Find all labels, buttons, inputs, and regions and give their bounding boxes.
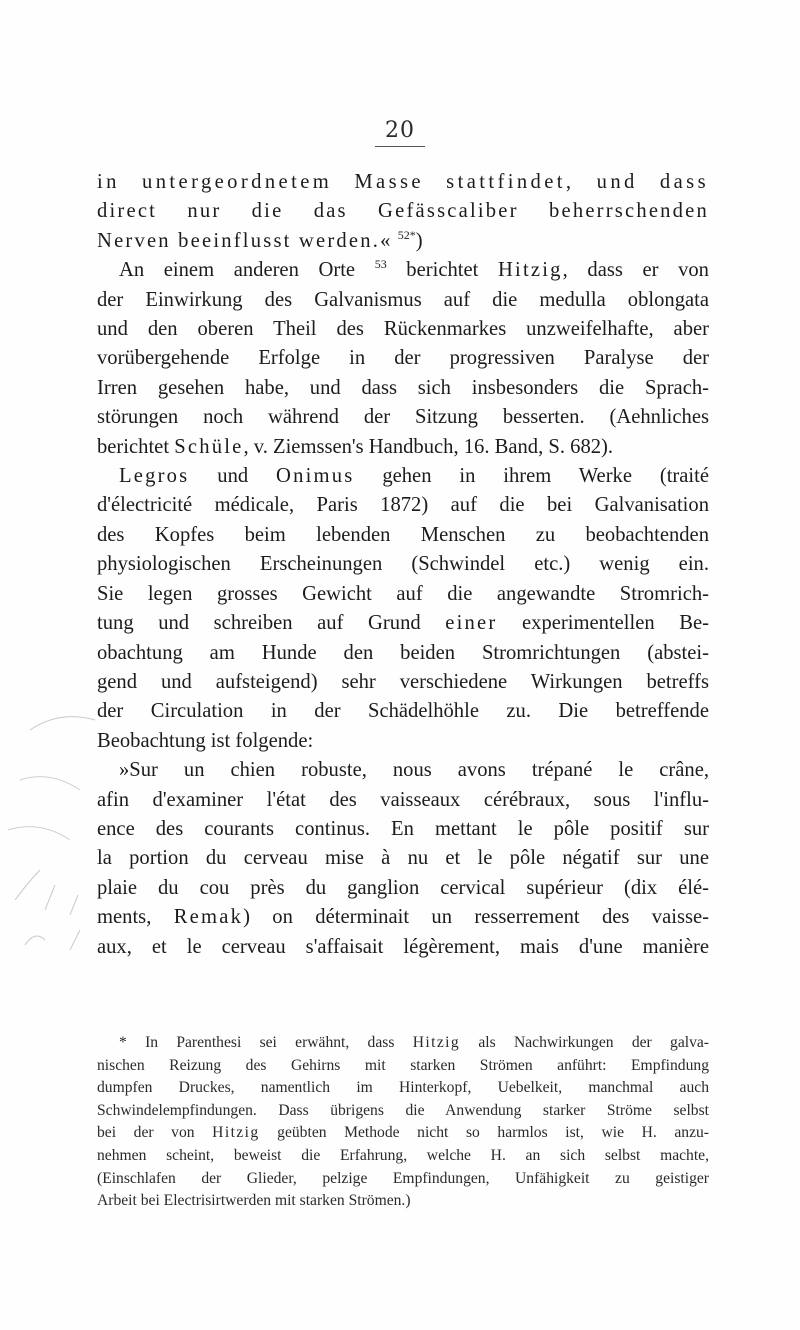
footnote-line: (Einschlafen der Glieder, pelzige Empfindungen, Unfähigkeit zu geistiger (97, 1169, 709, 1187)
text-line: physiologischen Erscheinungen (Schwindel etc.) wenig ein. (97, 553, 709, 576)
author-name: Legros (119, 465, 190, 488)
footnote-ref: 52* (397, 227, 416, 242)
text-line: »Sur un chien robuste, nous avons trépané le crâne, (119, 759, 709, 782)
text-line: berichtet Schüle, v. Ziemssen's Handbuch, 16. Band, S. 682). (97, 435, 614, 458)
footnote-line: nischen Reizung des Gehirns mit starken Strömen anführt: Empfindung (97, 1056, 709, 1074)
text-line: Nerven beeinflusst werden.« $^{52*}$) (97, 227, 423, 252)
text-line: direct nur die das Gefässcaliber beherrschenden (97, 200, 709, 223)
author-name: Onimus (276, 465, 355, 488)
footnote-ref: 53 (374, 257, 387, 272)
text-line: in untergeordnetem Masse stattfindet, und dass (97, 171, 709, 193)
text-line: An einem anderen Orte $^{53}$ berichtet Hitzig, dass er von (119, 257, 709, 282)
text-line: der Einwirkung des Galvanismus auf die medulla oblongata (97, 288, 709, 311)
text-line: plaie du cou près du ganglion cervical supérieur (dix élé- (97, 876, 709, 899)
footnote-line: Arbeit bei Electrisirtwerden mit starken Strömen.) (97, 1192, 411, 1210)
text-line: Legros und Onimus gehen in ihrem Werke (traité (119, 465, 710, 488)
text-line: d'électricité médicale, Paris 1872) auf die bei Galvanisation (97, 494, 709, 517)
author-name: Hitzig (212, 1124, 260, 1142)
pencil-marks (0, 700, 120, 1000)
text-line: Beobachtung ist folgende: (97, 729, 314, 752)
footnote-line: bei der von Hitzig geübten Methode nicht so harmlos ist, wie H. anzu- (97, 1124, 709, 1142)
footnote-line: * In Parenthesi sei erwähnt, dass Hitzig als Nachwirkungen der galva- (119, 1034, 709, 1051)
text-line: und den oberen Theil des Rückenmarkes unzweifelhafte, aber (97, 318, 709, 341)
text-line: Irren gesehen habe, und dass sich insbesonders die Sprach- (97, 376, 709, 399)
author-name: Remak (173, 906, 244, 929)
footnote-line: Schwindelempfindungen. Dass übrigens die Anwendung starker Ströme selbst (97, 1101, 709, 1119)
text-line: afin d'examiner l'état des vaisseaux cérébraux, sous l'influ- (97, 788, 709, 811)
footnote-line: dumpfen Druckes, namentlich im Hinterkopf, Uebelkeit, manchmal auch (97, 1079, 709, 1097)
emphasis: einer (445, 612, 498, 635)
text-line: des Kopfes beim lebenden Menschen zu beobachtenden (97, 523, 709, 546)
page-number-underline (375, 146, 425, 147)
footnote-line: nehmen scheint, beweist die Erfahrung, welche H. an sich selbst machte, (97, 1146, 709, 1164)
text-line: störungen noch während der Sitzung besserten. (Aehnliches (97, 406, 709, 429)
text-line: tung und schreiben auf Grund einer experimentellen Be- (97, 612, 710, 635)
text-line: ence des courants continus. En mettant le pôle positif sur (97, 817, 709, 840)
text-line: vorübergehende Erfolge in der progressiven Paralyse der (97, 347, 709, 370)
author-name: Hitzig (412, 1034, 461, 1051)
author-name: Hitzig (497, 259, 563, 282)
text-line: ments, Remak) on déterminait un resserrement des vaisse- (97, 906, 709, 929)
text-line: Sie legen grosses Gewicht auf die angewandte Stromrich- (97, 582, 709, 605)
page-number: 20 (385, 118, 415, 143)
text-line: la portion du cerveau mise à nu et le pôle négatif sur une (97, 847, 709, 870)
text-line: gend und aufsteigend) sehr verschiedene Wirkungen betreffs (97, 670, 709, 693)
footnote (97, 1032, 709, 1213)
text-line: der Circulation in der Schädelhöhle zu. Die betreffende (97, 700, 709, 723)
text-line: obachtung am Hunde den beiden Stromrichtungen (abstei- (97, 641, 709, 664)
text-line: aux, et le cerveau s'affaisait légèrement, mais d'une manière (97, 935, 709, 958)
main-text (97, 168, 709, 962)
author-name: Schüle (174, 435, 244, 458)
